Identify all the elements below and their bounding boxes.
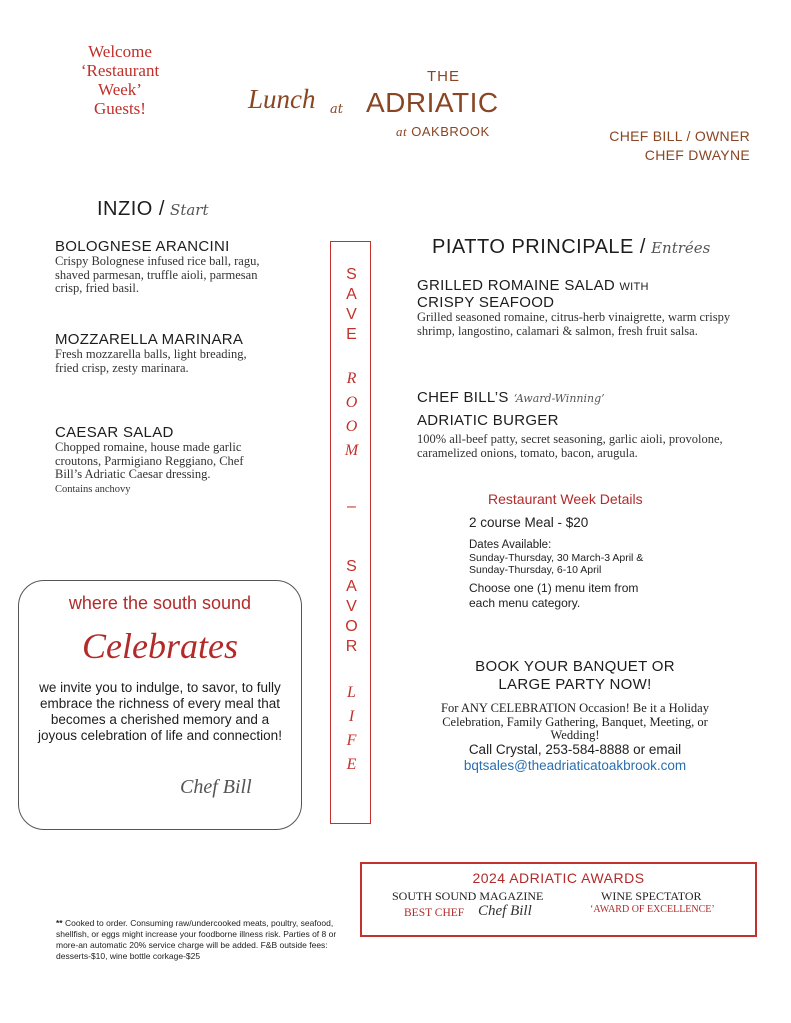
entrees-heading-text: PIATTO PRINCIPALE / [432, 236, 646, 258]
menu-item-name: BOLOGNESE ARANCINI [55, 238, 230, 255]
menu-item [417, 387, 747, 460]
menu-item-desc: Chopped romaine, house made garlic croutons, Parmigiano Reggiano, Chef Bill’s Adriatic Caesar dressing. [55, 440, 244, 481]
banner-letter: S [346, 266, 357, 283]
banner-letter: R [346, 370, 357, 387]
restaurant-week-dates-label: Dates Available: [469, 539, 552, 551]
award-best-chef-signature: Chef Bill [478, 903, 532, 919]
banquet-heading-line: BOOK YOUR BANQUET OR [475, 658, 675, 675]
awards-title: 2024 ADRIATIC AWARDS [472, 870, 645, 886]
restaurant-week-choose: each menu category. [469, 596, 581, 610]
award-best-chef: BEST CHEF [404, 907, 465, 919]
banquet-heading [430, 658, 720, 694]
disclaimer-text: Cooked to order. Consuming raw/undercooked meats, poultry, seafood, shellfish, or eggs might increase your foodborne illness risk. Parties of 8 or more-an automatic 20% service charge will be added. F&B outside fees: desserts-$10, wine bottle corkage-$25 [56, 918, 337, 961]
logo-oakbrook [396, 124, 490, 140]
banner-letter: E [346, 756, 357, 773]
award-excellence: ‘AWARD OF EXCELLENCE’ [590, 904, 715, 915]
banner-letter: I [348, 708, 355, 725]
burger-award-script: ‘Award-Winning’ [513, 392, 605, 405]
banner-letter: S [346, 558, 357, 575]
banner-letter: L [347, 684, 356, 701]
restaurant-week-price: 2 course Meal - $20 [469, 515, 589, 530]
menu-item [55, 238, 280, 296]
restaurant-week-dates: Sunday-Thursday, 6-10 April [469, 564, 602, 576]
welcome-line: ‘Restaurant Week’ [80, 61, 160, 99]
banner-letter: V [346, 306, 357, 323]
menu-item [417, 277, 747, 338]
celebrates-script: Celebrates [82, 626, 238, 666]
banner-letter: M [344, 442, 359, 459]
menu-item-name: ADRIATIC BURGER [417, 412, 559, 429]
logo-oakbrook-at: at [396, 124, 408, 139]
menu-item-desc: Fresh mozzarella balls, light breading, fried crisp, zesty marinara. [55, 347, 247, 375]
starters-heading [97, 198, 209, 221]
banner-letter: E [346, 326, 357, 343]
disclaimer [56, 918, 356, 962]
burger-title-row [417, 387, 747, 406]
salad-name-line2: CRISPY SEAFOOD [417, 294, 555, 311]
banquet-heading-line: LARGE PARTY NOW! [498, 676, 652, 693]
welcome-message [60, 42, 180, 118]
banner-letter: O [345, 618, 358, 635]
chef-line: CHEF BILL / OWNER [609, 128, 750, 144]
logo-at-script: at [330, 102, 343, 117]
menu-item-name: CAESAR SALAD [55, 424, 174, 441]
entrees-heading [432, 236, 710, 259]
banquet-call: Call Crystal, 253-584-8888 or email [468, 742, 682, 757]
salad-name-line1: GRILLED ROMAINE SALAD [417, 277, 616, 294]
menu-item-desc: 100% all-beef patty, secret seasoning, garlic aioli, provolone, caramelized onions, tomato, bacon, arugula. [417, 432, 723, 460]
restaurant-week-title: Restaurant Week Details [488, 491, 643, 507]
save-room-banner [330, 241, 371, 824]
chef-line: CHEF DWAYNE [644, 147, 750, 163]
menu-item-note: Contains anchovy [55, 483, 131, 495]
restaurant-week-choose: Choose one (1) menu item from [469, 581, 639, 595]
starters-heading-script: Start [170, 201, 209, 219]
award-ssm: SOUTH SOUND MAGAZINE [392, 889, 544, 903]
entrees-heading-script: Entrées [651, 239, 711, 257]
starters-heading-text: INZIO / [97, 198, 165, 220]
celebrates-title: where the south sound [68, 593, 252, 613]
logo-lunch-script: Lunch [248, 84, 316, 114]
logo-adriatic: ADRIATIC [366, 87, 499, 118]
award-wine-spectator: WINE SPECTATOR [601, 889, 702, 903]
banner-letter: O [345, 394, 358, 411]
banquet-body: For ANY CELEBRATION Occasion! Be it a Holiday Celebration, Family Gathering, Banquet, Meeting, or Wedding! [441, 701, 709, 742]
menu-item [55, 424, 270, 495]
menu-item-name [417, 277, 747, 294]
banner-dash: – [347, 498, 356, 515]
celebrates-body: we invite you to indulge, to savor, to fully embrace the richness of every meal that becomes a cherished memory and a joyous celebration of life and connection! [38, 680, 282, 743]
disclaimer-stars: ** [56, 918, 63, 928]
menu-item-desc: Grilled seasoned romaine, citrus-herb vinaigrette, warm crispy shrimp, langostino, calamari & salmon, fresh fruit salsa. [417, 310, 731, 338]
banner-letter: A [346, 578, 357, 595]
banquet-email-link[interactable]: bqtsales@theadriaticatoakbrook.com [463, 758, 687, 773]
menu-item [55, 331, 255, 375]
banner-letter: O [345, 418, 358, 435]
welcome-line: Guests! [94, 99, 146, 118]
banner-letter: F [346, 732, 357, 749]
banner-letter: R [345, 638, 358, 655]
logo-oakbrook-text: OAKBROOK [411, 124, 490, 139]
restaurant-week-dates: Sunday-Thursday, 30 March-3 April & [469, 552, 644, 564]
salad-with: WITH [619, 281, 649, 293]
banner-letter: V [346, 598, 357, 615]
chef-credits [580, 127, 750, 165]
menu-item-name: MOZZARELLA MARINARA [55, 331, 244, 348]
welcome-line: Welcome [88, 42, 152, 61]
banner-letter: A [346, 286, 357, 303]
burger-chef: CHEF BILL’S [417, 389, 509, 406]
logo-the: THE [427, 68, 460, 85]
chef-signature: Chef Bill [180, 776, 252, 798]
menu-item-desc: Crispy Bolognese infused rice ball, ragu, shaved parmesan, truffle aioli, parmesan crisp, fried basil. [55, 254, 260, 295]
